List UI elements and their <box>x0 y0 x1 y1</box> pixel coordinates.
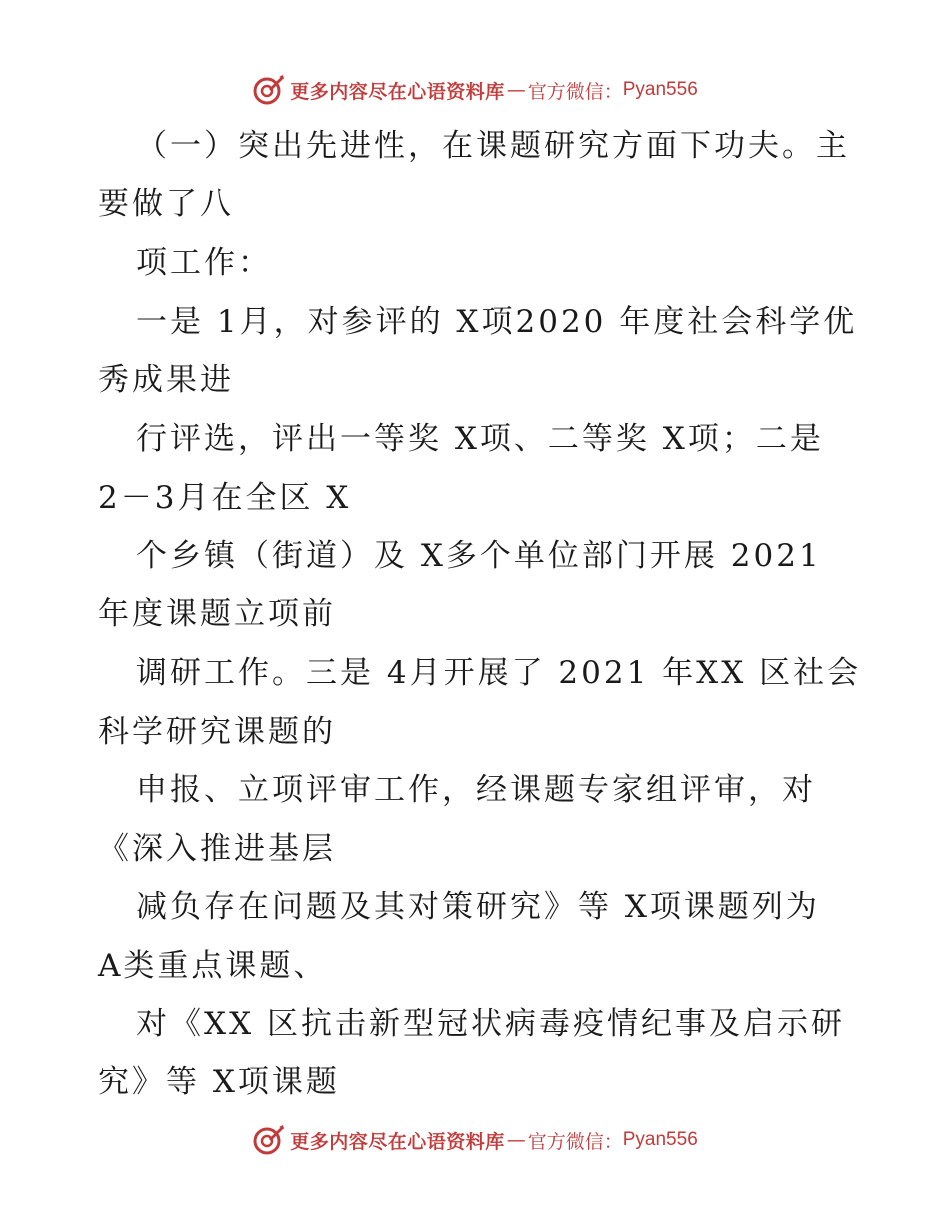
body-line: A类重点课题、 <box>98 948 328 984</box>
body-line: 要做了八 <box>98 186 234 222</box>
body-line: 科学研究课题的 <box>98 714 336 750</box>
header-wechat-label: 官方微信： <box>527 80 623 103</box>
footer-dash: — <box>506 1129 526 1151</box>
footer-slogan: 更多内容尽在心语资料库 <box>290 1130 505 1153</box>
header-dash: — <box>506 79 526 101</box>
body-line: 究》等 X项课题 <box>98 1064 340 1100</box>
pen-logo-icon <box>252 73 286 107</box>
footer-wechat-label: 官方微信： <box>527 1130 623 1153</box>
header-slogan: 更多内容尽在心语资料库 <box>290 80 505 103</box>
body-line: 2－3月在全区 X <box>98 480 352 516</box>
body-line: 减负存在问题及其对策研究》等 X项课题列为 <box>136 889 820 925</box>
footer-wechat-id: Pyan556 <box>622 1129 698 1150</box>
body-line: 《深入推进基层 <box>98 831 336 867</box>
body-line: 个乡镇（街道）及 X多个单位部门开展 2021 <box>136 538 822 574</box>
body-line: 项工作： <box>136 245 272 281</box>
body-line: 对《XX 区抗击新型冠状病毒疫情纪事及启示研 <box>136 1006 845 1042</box>
header-wechat-id: Pyan556 <box>622 79 698 100</box>
body-line: （一）突出先进性，在课题研究方面下功夫。主 <box>136 128 850 164</box>
body-line: 申报、立项评审工作，经课题专家组评审，对 <box>136 772 816 808</box>
body-line: 调研工作。三是 4月开展了 2021 年XX 区社会 <box>136 655 862 691</box>
pen-logo-icon <box>252 1123 286 1157</box>
footer-banner <box>0 1120 950 1160</box>
body-line: 一是 1月，对参评的 X项2020 年度社会科学优 <box>136 304 858 340</box>
header-banner <box>0 70 950 110</box>
body-line: 行评选，评出一等奖 X项、二等奖 X项；二是 <box>136 421 824 457</box>
body-line: 年度课题立项前 <box>98 596 336 632</box>
body-line: 秀成果进 <box>98 362 234 398</box>
